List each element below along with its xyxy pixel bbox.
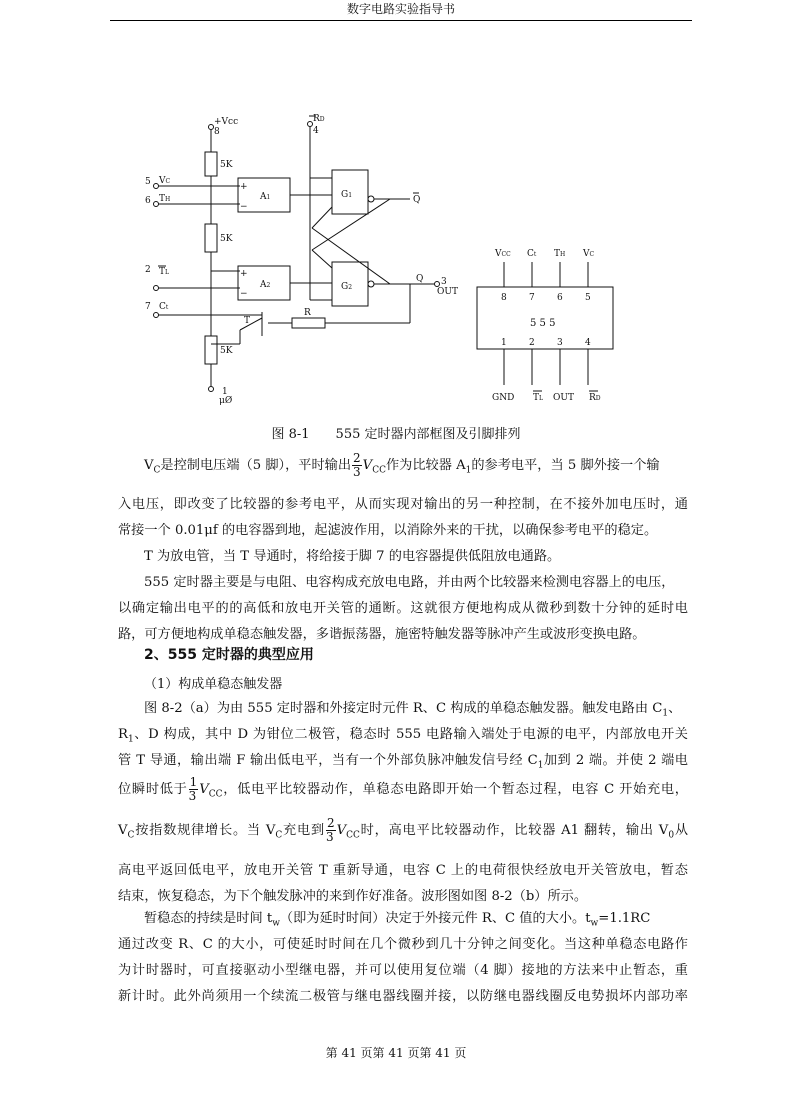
chip-top-label-3: TH bbox=[554, 249, 566, 259]
ct-label: Ct bbox=[159, 302, 169, 312]
resistor-5k-1: 5K bbox=[220, 160, 233, 170]
subsection-heading: （1）构成单稳态触发器 bbox=[144, 677, 283, 692]
chip-pin-3: 3 bbox=[557, 338, 563, 348]
vc-label: VC bbox=[159, 176, 171, 186]
vcc-label: +Vcc bbox=[214, 117, 239, 127]
chip-pin-2: 2 bbox=[529, 338, 535, 348]
paragraph-4-line-3: 管 T 导通，输出端 F 输出低电平，当有一个外部负脉冲触发信号经 $C_1$加到 2 端。并使 2 端电 bbox=[118, 753, 688, 771]
paragraph-3-line-2: 以确定输出电平的的高低和放电开关管的通断。这就很方便地构成从微秒到数十分钟的延时电 bbox=[118, 601, 688, 616]
a1-plus: + bbox=[240, 182, 248, 192]
paragraph-3-line-3: 路，可方便地构成单稳态触发器，多谐振荡器，施密特触发器等脉冲产生或波形变换电路。 bbox=[118, 627, 646, 642]
gate-g1-label: G1 bbox=[341, 190, 353, 200]
fraction-2-3-b: $\frac{2}{3}$ bbox=[325, 816, 335, 844]
resistor-5k-3: 5K bbox=[220, 346, 233, 356]
paragraph-1-line-2: 入电压，即改变了比较器的参考电平，从而实现对输出的另一种控制，在不接外加电压时，通 bbox=[118, 497, 688, 512]
chip-pin-4: 4 bbox=[585, 338, 591, 348]
pin5-label: 5 bbox=[145, 177, 151, 187]
chip-pin-1: 1 bbox=[501, 338, 507, 348]
chip-bottom-label-1: GND bbox=[492, 393, 515, 403]
paragraph-5-line-4: 新计时。此外尚须用一个续流二极管与继电器线圈并接，以防继电器线圈反电势损坏内部功率 bbox=[118, 989, 688, 1004]
a1-minus: − bbox=[240, 202, 248, 212]
page-footer: 第 41 页第 41 页第 41 页 bbox=[325, 1046, 467, 1060]
paragraph-5-line-1: 暂稳态的持续是时间 $t_w$（即为延时时间）决定于外接元件 R、C 值的大小。$t_w=1.1RC$ bbox=[144, 911, 651, 929]
gate-g2-label: G2 bbox=[341, 282, 353, 292]
pin6-label: 6 bbox=[145, 196, 151, 206]
th-label: TH bbox=[159, 194, 171, 204]
pin2-label: 2 bbox=[145, 265, 151, 275]
pin3-label: 3 bbox=[441, 277, 447, 287]
resistor-r-label: R bbox=[304, 308, 311, 318]
paragraph-5-line-3: 为计时器时，可直接驱动小型继电器，并可以使用复位端（4 脚）接地的方法来中止暂态，重 bbox=[118, 963, 688, 978]
paragraph-5-line-2: 通过改变 R、C 的大小，可使延时时间在几个微秒到几十分钟之间变化。当这种单稳态电路作 bbox=[118, 937, 688, 952]
section-heading: 2、555 定时器的典型应用 bbox=[144, 647, 314, 663]
chip-pin-6: 6 bbox=[557, 293, 563, 303]
paragraph-4-line-4: 位瞬时低于 $\frac{1}{3}$ $V_{CC}$，低电平比较器动作，单稳态电路即开始一个暂态过程，电容 C 开始充电， bbox=[118, 775, 688, 803]
ground-symbol: μØ bbox=[219, 396, 233, 406]
chip-label: 5 5 5 bbox=[530, 318, 556, 329]
chip-bottom-label-4: RD bbox=[589, 393, 601, 403]
chip-pin-7: 7 bbox=[529, 293, 535, 303]
pin1-label: 1 bbox=[222, 387, 228, 397]
chip-top-label-1: VCC bbox=[495, 249, 511, 259]
paragraph-4-line-7: 结束，恢复稳态，为下个触发脉冲的来到作好准备。波形图如图 8-2（b）所示。 bbox=[118, 889, 588, 904]
paragraph-4-line-2: $R_1$、D 构成，其中 D 为钳位二极管，稳态时 555 电路输入端处于电源的电平，内部放电开关 bbox=[118, 727, 688, 745]
a2-plus: + bbox=[240, 269, 248, 279]
chip-bottom-label-2: TL bbox=[533, 393, 543, 403]
paragraph-4-line-6: 高电平返回低电平，放电开关管 T 重新导通，电容 C 上的电荷很快经放电开关管放电，暂态 bbox=[118, 863, 688, 878]
comparator-a1-label: A1 bbox=[260, 192, 271, 202]
a2-minus: − bbox=[240, 289, 248, 299]
pin7-label: 7 bbox=[145, 302, 151, 312]
chip-top-label-2: Ct bbox=[527, 249, 537, 259]
paragraph-2: T 为放电管，当 T 导通时，将给接于脚 7 的电容器提供低阻放电通路。 bbox=[144, 549, 561, 564]
q-label: Q bbox=[416, 274, 424, 284]
pin4-label: 4 bbox=[313, 126, 319, 136]
pin8-label: 8 bbox=[214, 127, 220, 137]
chip-pin-5: 5 bbox=[585, 293, 591, 303]
paragraph-1-line-1: $V_C$是控制电压端（5 脚），平时输出 $\frac{2}{3}$ $V_{CC}$作为比较器 $A_1$的参考电平，当 5 脚外接一个输 bbox=[144, 451, 660, 479]
paragraph-4-line-5: $V_C$按指数规律增长。当 $V_C$充电到 $\frac{2}{3}$ $V_{CC}$时，高电平比较器动作，比较器 A1 翻转，输出 $V_0$从 bbox=[118, 816, 689, 844]
fraction-1-3: $\frac{1}{3}$ bbox=[188, 775, 198, 803]
header-title: 数字电路实验指导书 bbox=[346, 2, 455, 16]
transistor-t-label: T bbox=[244, 316, 251, 326]
paragraph-4-line-1: 图 8-2（a）为由 555 定时器和外接定时元件 R、C 构成的单稳态触发器。触发电路由 $C_1$、 bbox=[144, 701, 682, 719]
paragraph-3-line-1: 555 定时器主要是与电阻、电容构成充放电电路，并由两个比较器来检测电容器上的电压， bbox=[144, 575, 675, 590]
comparator-a2-label: A2 bbox=[260, 280, 271, 290]
chip-bottom-label-3: OUT bbox=[553, 393, 574, 403]
paragraph-1-line-3: 常接一个 0.01μf 的电容器到地，起滤波作用，以消除外来的干扰，以确保参考电平的稳定。 bbox=[118, 523, 658, 538]
resistor-5k-2: 5K bbox=[220, 234, 233, 244]
fraction-2-3: $\frac{2}{3}$ bbox=[353, 451, 361, 479]
qbar-label: Q bbox=[413, 195, 421, 205]
chip-pin-8: 8 bbox=[501, 293, 507, 303]
tl-label: TL bbox=[159, 267, 169, 277]
figure-8-1 bbox=[0, 0, 792, 420]
out-label: OUT bbox=[437, 287, 458, 297]
chip-top-label-4: VC bbox=[583, 249, 595, 259]
rd-top-label: RD bbox=[313, 114, 325, 124]
figure-caption: 图 8-1 555 定时器内部框图及引脚排列 bbox=[271, 427, 521, 442]
